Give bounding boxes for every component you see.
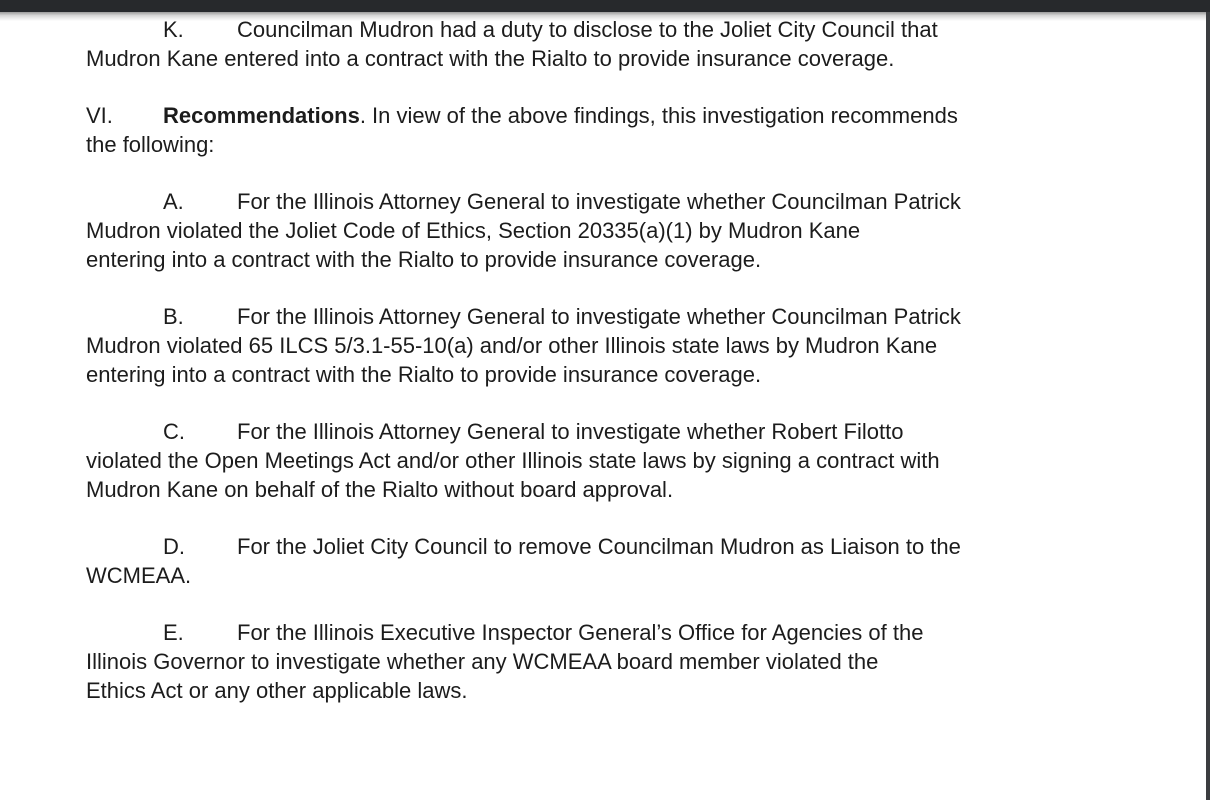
paragraph-line-text: Mudron violated the Joliet Code of Ethics, Section 20335(a)(1) by Mudron Kane (86, 218, 861, 243)
paragraph-line-text: Councilman Mudron had a duty to disclose to the Joliet City Council that (237, 17, 938, 42)
paragraph-line-text: For the Illinois Attorney General to investigate whether Councilman Patrick (237, 189, 961, 214)
paragraph-line-text: the following: (86, 132, 215, 157)
paragraph-first-line (86, 187, 1190, 216)
paragraph-line-text: WCMEAA. (86, 563, 192, 588)
item-label-c: C. (163, 419, 185, 444)
paragraph-recommendation-e (86, 618, 1190, 705)
paragraph-first-line (86, 15, 1190, 44)
section-number: VI. (86, 103, 113, 128)
paragraph-first-line (86, 417, 1190, 446)
window-top-bar (0, 0, 1210, 12)
paragraph-recommendation-b (86, 302, 1190, 389)
paragraph-line-text: Ethics Act or any other applicable laws. (86, 678, 468, 703)
paragraph-first-line (86, 302, 1190, 331)
paragraph-line-text: violated the Open Meetings Act and/or other Illinois state laws by signing a contract with (86, 448, 940, 473)
item-label-b: B. (163, 304, 184, 329)
section-title: Recommendations (163, 103, 360, 128)
paragraph-line-text: Mudron violated 65 ILCS 5/3.1-55-10(a) and/or other Illinois state laws by Mudron Kane (86, 333, 938, 358)
paragraph-line-text: For the Illinois Attorney General to investigate whether Councilman Patrick (237, 304, 961, 329)
paragraph-finding-k (86, 15, 1190, 73)
section-heading-recommendations (86, 101, 1190, 159)
heading-first-line (86, 101, 1190, 130)
paragraph-line-text: For the Illinois Executive Inspector General’s Office for Agencies of the (237, 620, 924, 645)
paragraph-line-text: Mudron Kane on behalf of the Rialto without board approval. (86, 477, 674, 502)
item-label-e: E. (163, 620, 184, 645)
paragraph-recommendation-c (86, 417, 1190, 504)
item-label-d: D. (163, 534, 185, 559)
paragraph-line-text: . In view of the above findings, this investigation recommends (359, 103, 958, 128)
paragraph-recommendation-a (86, 187, 1190, 274)
paragraph-line-text: Mudron Kane entered into a contract with the Rialto to provide insurance coverage. (86, 46, 895, 71)
page-right-edge (1206, 12, 1210, 800)
paragraph-line-text: entering into a contract with the Rialto to provide insurance coverage. (86, 247, 762, 272)
paragraph-line-text: Illinois Governor to investigate whether any WCMEAA board member violated the (86, 649, 879, 674)
paragraph-line-text: For the Illinois Attorney General to investigate whether Robert Filotto (237, 419, 904, 444)
paragraph-line-text: entering into a contract with the Rialto to provide insurance coverage. (86, 362, 762, 387)
item-label-k: K. (163, 17, 184, 42)
paragraph-line-text: For the Joliet City Council to remove Councilman Mudron as Liaison to the (237, 534, 961, 559)
item-label-a: A. (163, 189, 184, 214)
paragraph-first-line (86, 532, 1190, 561)
paragraph-first-line (86, 618, 1190, 647)
paragraph-recommendation-d (86, 532, 1190, 590)
